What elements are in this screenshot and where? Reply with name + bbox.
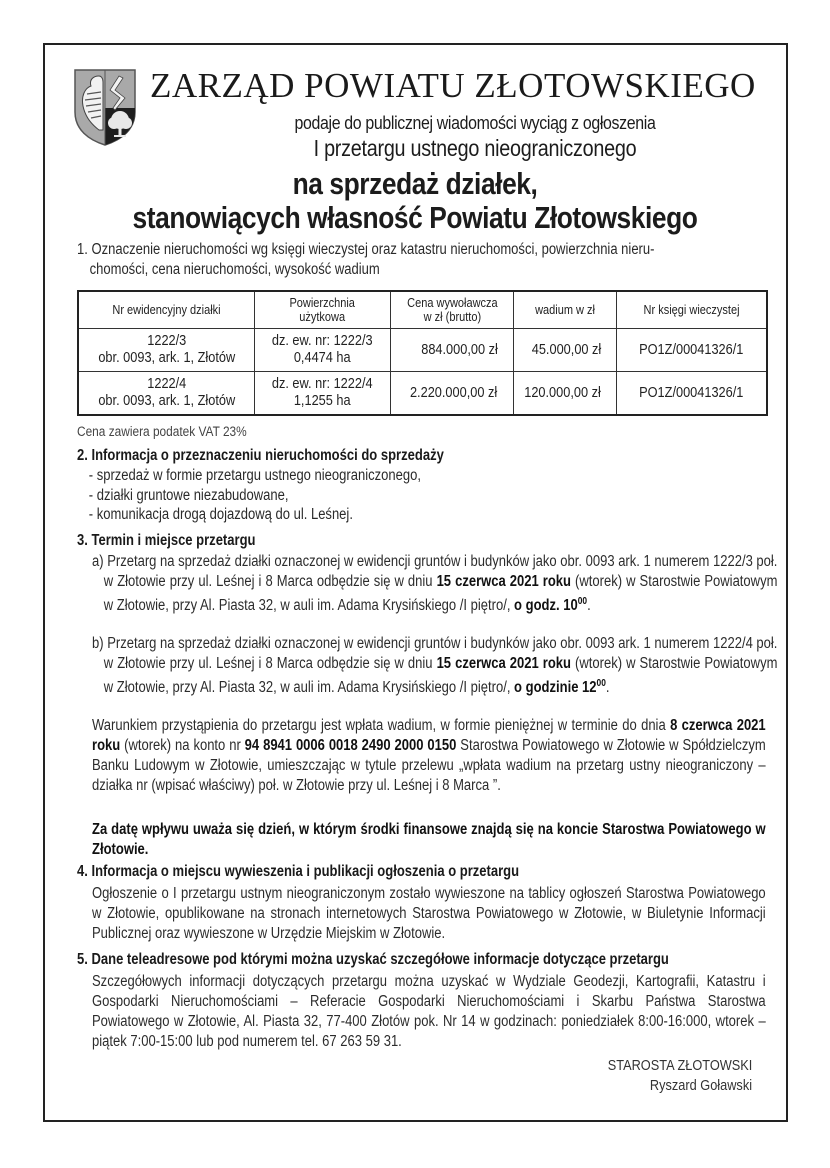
section-1-heading	[77, 240, 774, 280]
cell-price: 2.220.000,00 zł	[391, 372, 514, 416]
section-1-line-2: chomości, cena nieruchomości, wysokość wadium	[89, 260, 380, 278]
cell-price: 884.000,00 zł	[391, 329, 514, 372]
plots-table	[77, 290, 768, 416]
deposit-deadline: 8 czerwca 2021 roku	[92, 717, 766, 754]
section-2-item: - komunikacja drogą dojazdową do ul. Leśnej.	[88, 506, 353, 524]
section-5-body: Szczegółowych informacji dotyczących przetargu można uzyskać w Wydziale Geodezji, Kartografii, Katastru i Gospodarki Nieruchomościami – Referacie Gospodarki Nieruchomościami i Skarbu Państwa Starostwa Powiatowego w Złotowie, Al. Piasta 32, 77-400 Złotów pok. Nr 14 w godzinach: poniedziałek 8:00-16:000, wtorek – piątek 7:00-15:00 lub pod numerem tel. 67 263 59 31.	[92, 973, 766, 1050]
section-1-line-1: 1. Oznaczenie nieruchomości wg księgi wieczystej oraz katastru nieruchomości, powierzchnia nieru-	[77, 241, 655, 258]
section-4-heading: 4. Informacja o miejscu wywieszenia i publikacji ogłoszenia o przetargu	[77, 863, 520, 880]
cell-land-register: PO1Z/00041326/1	[616, 372, 767, 416]
section-2-item: - sprzedaż w formie przetargu ustnego nieograniczonego,	[88, 466, 421, 484]
auction-b-date: 15 czerwca 2021 roku	[436, 654, 572, 672]
payment-note: Za datę wpływu uważa się dzień, w którym środki finansowe znajdą się na koncie Starostwa Powiatowego w Złotowie.	[92, 821, 766, 858]
section-2-item: - działki gruntowe niezabudowane,	[88, 486, 289, 504]
subtitle-1: podaje do publicznej wiadomości wyciąg z ogłoszenia	[294, 112, 656, 133]
cell-plot-no: 1222/3 obr. 0093, ark. 1, Złotów	[78, 329, 254, 372]
cell-area: dz. ew. nr: 1222/3 0,4474 ha	[254, 329, 391, 372]
auction-a-date: 15 czerwca 2021 roku	[436, 572, 572, 590]
cell-deposit: 45.000,00 zł	[513, 329, 616, 372]
table-row	[78, 372, 767, 416]
vat-note: Cena zawiera podatek VAT 23%	[77, 424, 247, 439]
table-row	[78, 329, 767, 372]
cell-land-register: PO1Z/00041326/1	[616, 329, 767, 372]
auction-b-paragraph: b) Przetarg na sprzedaż działki oznaczonej w ewidencji gruntów i budynków jako obr. 0093 ark. 1 numerem 1222/4 poł. w Złotowie przy ul. Leśnej i 8 Marca odbędzie się w dniu 15 czerwca 2021 roku (wtorek) w Starostwie Powiatowym w Złotowie, przy Al. Piasta 32, w auli im. Adama Krysińskiego /I piętro/, o godzinie $12^{00}$.	[92, 635, 778, 696]
col-deposit: wadium w zł	[513, 291, 616, 329]
section-4-body: Ogłoszenie o I przetargu ustnym nieograniczonym zostało wywieszone na tablicy ogłoszeń Starostwa Powiatowego w Złotowie, opublikowane na stronach internetowych Starostwa Powiatowego w Złotowie, w Biuletynie Informacji Publicznej oraz wywieszone w Urzędzie Miejskim w Złotowie.	[92, 885, 766, 942]
section-2-heading: 2. Informacja o przeznaczeniu nieruchomości do sprzedaży	[77, 447, 444, 464]
main-title-1: na sprzedaż działek,	[292, 166, 538, 201]
col-area: Powierzchnia użytkowa	[254, 291, 391, 329]
organization-title: ZARZĄD POWIATU ZŁOTOWSKIEGO	[150, 66, 756, 105]
cell-plot-no: 1222/4 obr. 0093, ark. 1, Złotów	[78, 372, 254, 416]
table-header-row	[78, 291, 767, 329]
auction-a-paragraph: a) Przetarg na sprzedaż działki oznaczonej w ewidencji gruntów i budynków jako obr. 0093 ark. 1 numerem 1222/3 poł. w Złotowie przy ul. Leśnej i 8 Marca odbędzie się w dniu 15 czerwca 2021 roku (wtorek) w Starostwie Powiatowym w Złotowie, przy Al. Piasta 32, w auli im. Adama Krysińskiego /I piętro/, o godz. $10^{00}$.	[92, 553, 778, 614]
section-5-heading: 5. Dane teleadresowe pod którymi można uzyskać szczegółowe informacje dotyczące przetargu	[77, 951, 669, 968]
signature-name: Ryszard Goławski	[649, 1078, 752, 1094]
subtitle-2: I przetargu ustnego nieograniczonego	[313, 135, 637, 161]
main-title-2: stanowiących własność Powiatu Złotowskiego	[132, 200, 698, 235]
section-3-heading: 3. Termin i miejsce przetargu	[77, 532, 256, 550]
auction-b-time: o godzinie 12	[514, 678, 597, 696]
col-price: Cena wywoławcza w zł (brutto)	[391, 291, 514, 329]
cell-deposit: 120.000,00 zł	[513, 372, 616, 416]
bank-account-number: 94 8941 0006 0018 2490 2000 0150	[244, 736, 457, 754]
section-2	[77, 446, 724, 551]
auction-a-time: o godz. 10	[514, 596, 578, 614]
signature-title: STAROSTA ZŁOTOWSKI	[607, 1058, 752, 1074]
cell-area: dz. ew. nr: 1222/4 1,1255 ha	[254, 372, 391, 416]
col-land-register: Nr księgi wieczystej	[616, 291, 767, 329]
deposit-paragraph: Warunkiem przystąpienia do przetargu jest wpłata wadium, w formie pieniężnej w terminie do dnia 8 czerwca 2021 roku (wtorek) na konto nr 94 8941 0006 0018 2490 2000 0150 Starostwa Powiatowego w Złotowie w Spółdzielczym Banku Ludowym w Złotowie, umieszczając w tytule przelewu „wpłata wadium na przetarg ustny nieograniczony – działka nr (wpisać właściwy) poł. w Złotowie przy ul. Leśnej i 8 Marca ”.	[92, 717, 766, 794]
col-plot-no: Nr ewidencyjny działki	[78, 291, 254, 329]
